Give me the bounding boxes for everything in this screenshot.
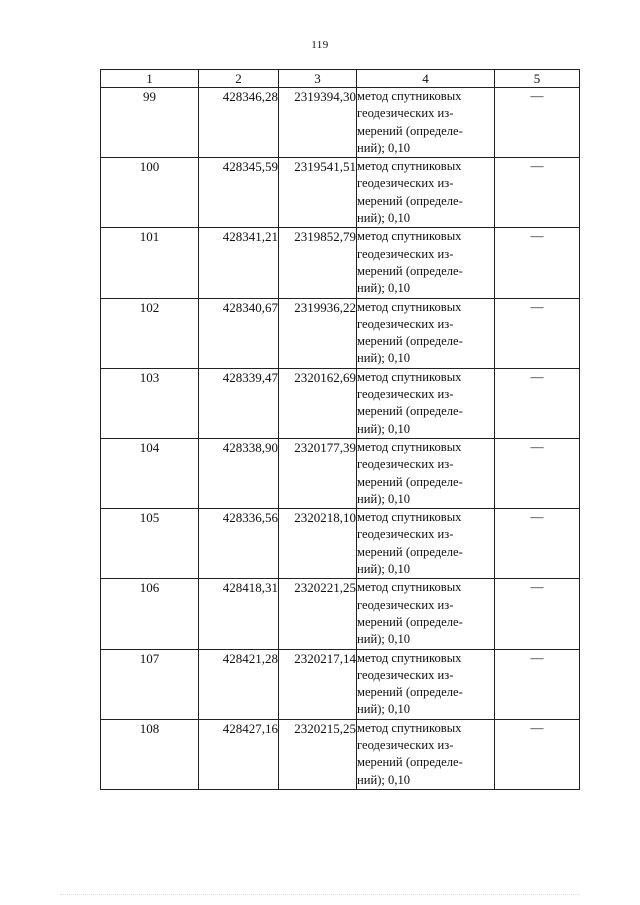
method-line: мерений (определе- [357,614,463,629]
note-cell: — [495,88,580,158]
method-line: мерений (определе- [357,474,463,489]
point-number-cell: 101 [101,228,199,298]
coordinate-y-cell: 2320221,25 [279,579,357,649]
point-number-cell: 103 [101,368,199,438]
method-line: ний); 0,10 [357,562,411,577]
method-line: ний); 0,10 [357,351,411,366]
coordinate-y-cell: 2320215,25 [279,719,357,789]
method-line: метод спутниковых [357,369,462,384]
table-body [101,88,580,790]
point-number-cell: 108 [101,719,199,789]
method-line: метод спутниковых [357,650,462,665]
note-cell: — [495,438,580,508]
method-cell [357,368,495,438]
column-header: 5 [495,70,580,88]
point-number-cell: 104 [101,438,199,508]
point-number-cell: 105 [101,509,199,579]
coordinate-y-cell: 2319394,30 [279,88,357,158]
note-cell: — [495,509,580,579]
method-cell [357,158,495,228]
method-line: мерений (определе- [357,334,463,349]
method-line: метод спутниковых [357,580,462,595]
method-cell [357,228,495,298]
coordinate-x-cell: 428346,28 [199,88,279,158]
page-number: 119 [311,39,329,51]
method-line: мерений (определе- [357,544,463,559]
method-line: ний); 0,10 [357,702,411,717]
method-line: метод спутниковых [357,229,462,244]
method-line: ний); 0,10 [357,491,411,506]
method-line: геодезических из- [357,387,454,402]
coordinate-x-cell: 428421,28 [199,649,279,719]
coordinate-x-cell: 428340,67 [199,298,279,368]
method-line: геодезических из- [357,246,454,261]
note-cell: — [495,719,580,789]
method-line: геодезических из- [357,106,454,121]
coordinate-x-cell: 428418,31 [199,579,279,649]
column-header: 4 [357,70,495,88]
table-row [101,158,580,228]
table-row [101,368,580,438]
table-row [101,438,580,508]
coordinate-y-cell: 2320217,14 [279,649,357,719]
table-row [101,719,580,789]
method-line: геодезических из- [357,176,454,191]
method-line: геодезических из- [357,597,454,612]
table-row [101,88,580,158]
method-line: метод спутниковых [357,720,462,735]
method-line: мерений (определе- [357,755,463,770]
method-line: метод спутниковых [357,159,462,174]
coordinate-x-cell: 428427,16 [199,719,279,789]
note-cell: — [495,579,580,649]
method-line: геодезических из- [357,457,454,472]
method-line: метод спутниковых [357,439,462,454]
method-line: геодезических из- [357,667,454,682]
coordinate-y-cell: 2320218,10 [279,509,357,579]
point-number-cell: 102 [101,298,199,368]
table-row [101,649,580,719]
coordinate-y-cell: 2319852,79 [279,228,357,298]
point-number-cell: 99 [101,88,199,158]
method-cell [357,298,495,368]
coordinate-x-cell: 428338,90 [199,438,279,508]
method-line: ний); 0,10 [357,421,411,436]
method-line: метод спутниковых [357,89,462,103]
method-cell [357,649,495,719]
column-header: 1 [101,70,199,88]
method-line: геодезических из- [357,737,454,752]
method-cell [357,719,495,789]
coordinates-table [100,69,580,790]
note-cell: — [495,649,580,719]
method-line: ний); 0,10 [357,632,411,647]
method-line: ний); 0,10 [357,281,411,296]
table-header-row [101,70,580,88]
method-line: мерений (определе- [357,685,463,700]
note-cell: — [495,228,580,298]
coordinate-x-cell: 428339,47 [199,368,279,438]
method-line: мерений (определе- [357,263,463,278]
scan-artifact-line [60,892,580,895]
coordinate-x-cell: 428345,59 [199,158,279,228]
table-row [101,579,580,649]
coordinate-y-cell: 2319936,22 [279,298,357,368]
method-cell [357,579,495,649]
method-cell [357,88,495,158]
method-cell [357,438,495,508]
method-line: метод спутниковых [357,510,462,525]
method-line: геодезических из- [357,316,454,331]
coordinate-x-cell: 428341,21 [199,228,279,298]
method-line: ний); 0,10 [357,772,411,787]
method-line: ний); 0,10 [357,140,411,155]
coordinate-y-cell: 2320177,39 [279,438,357,508]
method-line: ний); 0,10 [357,211,411,226]
point-number-cell: 107 [101,649,199,719]
table-row [101,298,580,368]
note-cell: — [495,368,580,438]
table-row [101,228,580,298]
method-line: мерений (определе- [357,193,463,208]
method-line: мерений (определе- [357,123,463,138]
method-line: геодезических из- [357,527,454,542]
table-row [101,509,580,579]
point-number-cell: 106 [101,579,199,649]
coordinate-y-cell: 2320162,69 [279,368,357,438]
note-cell: — [495,298,580,368]
method-line: мерений (определе- [357,404,463,419]
point-number-cell: 100 [101,158,199,228]
column-header: 3 [279,70,357,88]
note-cell: — [495,158,580,228]
coordinate-y-cell: 2319541,51 [279,158,357,228]
column-header: 2 [199,70,279,88]
coordinate-x-cell: 428336,56 [199,509,279,579]
method-line: метод спутниковых [357,299,462,314]
method-cell [357,509,495,579]
